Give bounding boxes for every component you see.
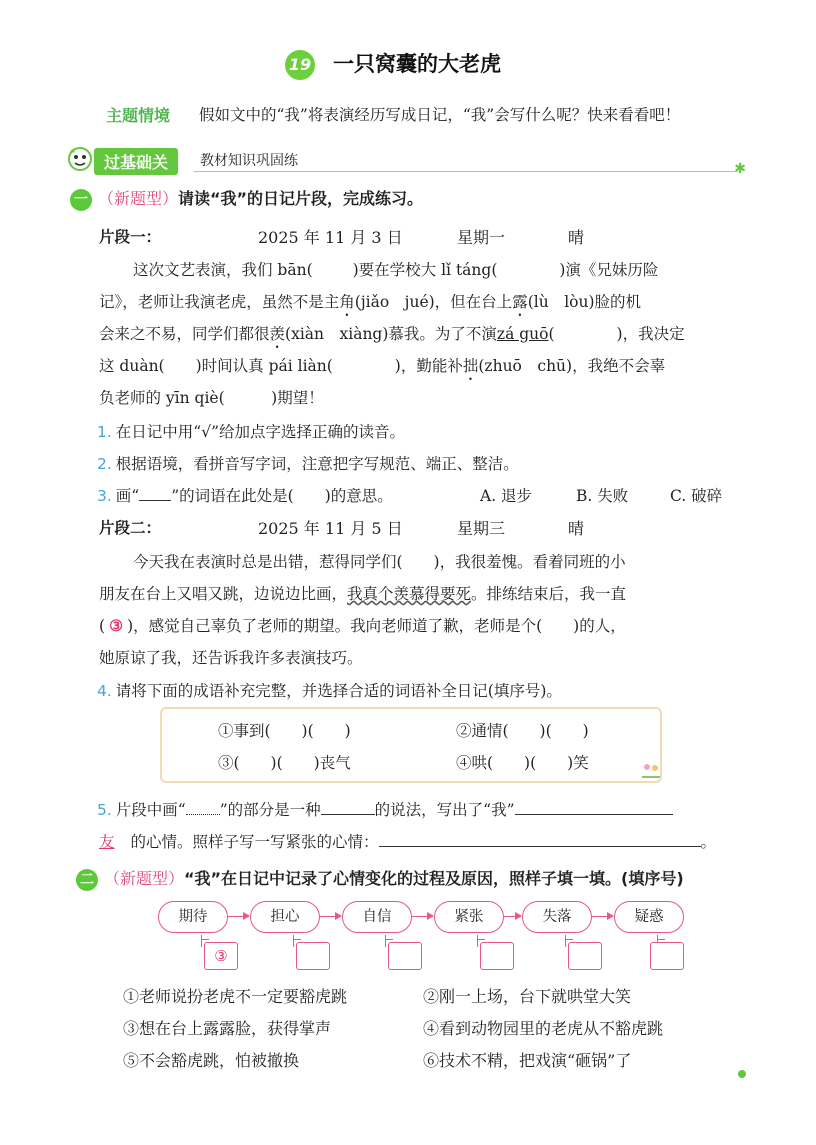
theme-label: 主题情境 bbox=[106, 106, 171, 125]
section2-heading bbox=[76, 866, 684, 891]
question-4: 4. 请将下面的成语补充完整，并选择合适的词语补全日记(填序号)。 bbox=[97, 682, 562, 700]
new-type-tag: （新题型） bbox=[104, 869, 185, 888]
section-banner bbox=[66, 145, 746, 175]
section1-title: 请读“我”的日记片段，完成练习。 bbox=[178, 189, 424, 208]
option-6: ⑥技术不精，把戏演“砸锅”了 bbox=[423, 1051, 632, 1070]
answer-box-6[interactable] bbox=[650, 942, 684, 970]
diary2-line1: 今天我在表演时总是出错，惹得同学们( )，我很羞愧。看着同班的小 bbox=[133, 553, 626, 571]
fragment2-label: 片段二： bbox=[99, 519, 162, 537]
option-5: ⑤不会豁虎跳，怕被撤换 bbox=[123, 1051, 300, 1070]
theme-text: 假如文中的“我”将表演经历写成日记，“我”会写什么呢？快来看看吧！ bbox=[199, 106, 681, 124]
section2-number: 二 bbox=[76, 869, 98, 891]
question-2: 2. 根据语境，看拼音写字词，注意把字写规范、端正、整洁。 bbox=[97, 455, 519, 473]
q3-option-c: C. 破碎 bbox=[670, 487, 723, 505]
wavy-underlined-sentence: 我真个羡慕得要死 bbox=[347, 585, 472, 603]
flow-node-6: 疑惑 bbox=[614, 901, 684, 933]
answer-box-2[interactable] bbox=[296, 942, 330, 970]
banner-subtitle: 教材知识巩固练 bbox=[200, 153, 298, 169]
answer-box-1[interactable]: ③ bbox=[204, 942, 238, 970]
fragment2-date: 2025 年 11 月 5 日 bbox=[258, 519, 403, 538]
new-type-tag: （新题型） bbox=[98, 189, 179, 208]
flow-arrow bbox=[504, 916, 520, 917]
fragment1-date: 2025 年 11 月 3 日 bbox=[258, 228, 403, 247]
page-title bbox=[285, 48, 501, 80]
flow-node-3: 自信 bbox=[342, 901, 412, 933]
flow-arrow bbox=[412, 916, 432, 917]
fragment2-weather: 晴 bbox=[568, 519, 585, 538]
diary1-line3: 会来之不易，同学们都很羡(xiàn xiàng)慕我。为了不演zá guō( )，我决定 bbox=[99, 325, 685, 343]
diary1-line1: 这次文艺表演，我们 bān( )要在学校大 lǐ táng( )演《兄妹历险 bbox=[133, 261, 659, 279]
mood-flow-diagram bbox=[158, 897, 688, 977]
flow-arrow bbox=[592, 916, 612, 917]
idiom-2: ②通情( )( ) bbox=[456, 722, 589, 740]
question-3: 3. 画“ ”的词语在此处是( )的意思。 bbox=[97, 487, 393, 505]
diary1-line5: 负老师的 yīn qiè( )期望！ bbox=[99, 389, 324, 407]
answer-box-4[interactable] bbox=[480, 942, 514, 970]
banner-tab: 过基础关 bbox=[94, 148, 178, 175]
option-2: ②刚一上场，台下就哄堂大笑 bbox=[423, 987, 632, 1006]
dotted-char: 角 bbox=[339, 293, 355, 311]
mascot-icon bbox=[66, 145, 96, 173]
idiom-1: ①事到( )( ) bbox=[218, 722, 351, 740]
flow-arrow bbox=[320, 916, 340, 917]
diary2-line2: 朋友在台上又唱又跳，边说边比画，我真个羡慕得要死。排练结束后，我一直 bbox=[99, 585, 627, 603]
handwritten-answer: ③ bbox=[109, 616, 124, 635]
question-5-line2: 友 的心情。照样子写一写紧张的心情： 。 bbox=[99, 833, 717, 851]
idiom-4: ④哄( )( )笑 bbox=[456, 754, 589, 772]
diary2-line3: ( ③ )，感觉自己辜负了老师的期望。我向老师道了歉，老师是个( )的人， bbox=[99, 616, 626, 635]
handwritten-answer: 友 bbox=[99, 833, 115, 851]
lesson-number-badge: 19 bbox=[285, 50, 315, 80]
idiom-box bbox=[160, 707, 662, 783]
fragment2-weekday: 星期三 bbox=[457, 519, 506, 538]
flow-node-5: 失落 bbox=[522, 901, 592, 933]
star-icon: ✱ bbox=[734, 161, 746, 177]
answer-box-5[interactable] bbox=[568, 942, 602, 970]
flow-node-4: 紧张 bbox=[434, 901, 504, 933]
lesson-title: 一只窝囊的大老虎 bbox=[333, 52, 501, 76]
question-5: 5. 片段中画“ ”的部分是一种 的说法，写出了“我” bbox=[97, 798, 673, 820]
flow-arrow bbox=[228, 916, 248, 917]
flow-node-1: 期待 bbox=[158, 901, 228, 933]
dotted-char: 拙 bbox=[462, 357, 479, 375]
diary2-line4: 她原谅了我，还告诉我许多表演技巧。 bbox=[99, 649, 363, 667]
answer-box-3[interactable] bbox=[388, 942, 422, 970]
underlined-word: zá guō bbox=[496, 325, 549, 343]
flower-icon bbox=[640, 761, 662, 779]
option-4: ④看到动物园里的老虎从不豁虎跳 bbox=[423, 1019, 664, 1038]
dotted-char: 羡 bbox=[269, 325, 286, 343]
section1-number: 一 bbox=[70, 189, 92, 211]
fragment1-weekday: 星期一 bbox=[457, 228, 506, 247]
q3-option-a: A. 退步 bbox=[480, 487, 533, 505]
diary1-line4: 这 duàn( )时间认真 pái liàn( )，勤能补拙(zhuō chū)，我绝不会辜 bbox=[99, 357, 666, 375]
idiom-3: ③( )( )丧气 bbox=[218, 754, 351, 772]
flow-node-2: 担心 bbox=[250, 901, 320, 933]
dotted-char: 露 bbox=[512, 293, 528, 311]
diary1-line2: 记》，老师让我演老虎，虽然不是主角(jiǎo jué)，但在台上露(lù lòu)脸的机 bbox=[99, 293, 642, 311]
banner-divider bbox=[194, 171, 738, 172]
option-3: ③想在台上露露脸，获得掌声 bbox=[123, 1019, 332, 1038]
section1-heading bbox=[70, 186, 423, 211]
option-1: ①老师说扮老虎不一定要豁虎跳 bbox=[123, 987, 348, 1006]
fragment1-label: 片段一： bbox=[99, 228, 162, 246]
section2-title: “我”在日记中记录了心情变化的过程及原因，照样子填一填。(填序号) bbox=[184, 869, 684, 888]
page-dot-decoration bbox=[738, 1070, 746, 1078]
fragment1-weather: 晴 bbox=[568, 228, 585, 247]
q3-option-b: B. 失败 bbox=[576, 487, 629, 505]
question-1: 1. 在日记中用“√”给加点字选择正确的读音。 bbox=[97, 423, 406, 441]
